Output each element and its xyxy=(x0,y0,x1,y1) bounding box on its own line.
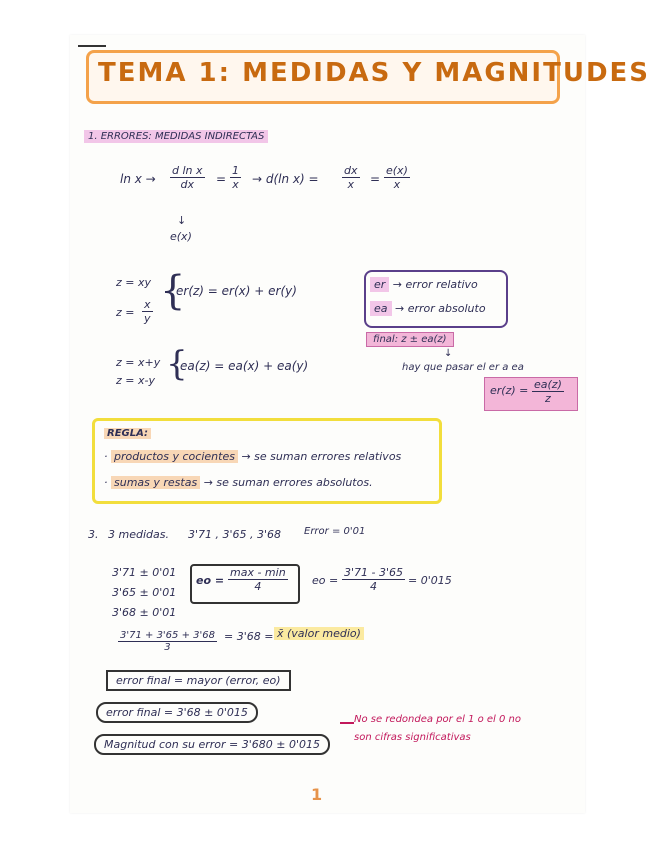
final-fraction xyxy=(532,378,564,405)
ea-symbol: ea xyxy=(370,301,392,316)
one-den: x xyxy=(232,178,239,191)
magnitude-result: Magnitud con su error = 3'680 ± 0'015 xyxy=(94,734,330,755)
abs-z1: z = x+y xyxy=(116,356,161,369)
final-error-rule: error final = mayor (error, eo) xyxy=(106,670,291,691)
final-num: ea(z) xyxy=(534,378,562,391)
ex-over-x xyxy=(384,164,410,191)
mean-highlight: x̄ (valor medio) xyxy=(274,627,364,640)
final-formula-left: er(z) = xyxy=(490,384,529,397)
one-over-x xyxy=(230,164,241,191)
eo-num: max - min xyxy=(230,566,286,579)
dlnx-den: dx xyxy=(180,178,194,191)
deriv-arrow: → d(ln x) = xyxy=(252,172,319,186)
rel-brace: { xyxy=(160,268,186,314)
final-label: final: z ± ea(z) xyxy=(366,332,454,347)
page-title: TEMA 1: MEDIDAS Y MAGNITUDES xyxy=(98,58,651,88)
rel-formula: er(z) = er(x) + er(y) xyxy=(176,284,297,298)
ex3-values: 3'71 , 3'65 , 3'68 xyxy=(188,528,282,541)
er-symbol: er xyxy=(370,277,389,292)
error-final-result: error final = 3'68 ± 0'015 xyxy=(96,702,258,723)
mean-fraction xyxy=(118,630,217,653)
ex3-error: Error = 0'01 xyxy=(304,526,366,537)
final-note: hay que pasar el er a ea xyxy=(402,362,524,373)
measure-1: 3'71 ± 0'01 xyxy=(112,566,177,579)
dx-num: dx xyxy=(344,164,358,177)
mean-den: 3 xyxy=(164,642,171,653)
one-num: 1 xyxy=(232,164,239,177)
ex-label: e(x) xyxy=(170,230,192,243)
measure-3: 3'68 ± 0'01 xyxy=(112,606,177,619)
deriv-left: ln x → xyxy=(120,172,156,186)
abs-brace: { xyxy=(166,344,188,384)
er-text: → error relativo xyxy=(392,278,478,291)
deriv-eq2: = xyxy=(370,172,381,186)
x-num: x xyxy=(144,298,151,311)
eo2-num: 3'71 - 3'65 xyxy=(344,566,404,579)
eo-den: 4 xyxy=(254,580,262,593)
ex-num: e(x) xyxy=(386,164,408,177)
section-heading: 1. ERRORES: MEDIDAS INDIRECTAS xyxy=(84,130,268,143)
mean-eq: = 3'68 = xyxy=(224,630,274,643)
dlnx-num: d ln x xyxy=(172,164,203,177)
mean-num: 3'71 + 3'65 + 3'68 xyxy=(120,630,215,641)
regla-item2-hl: sumas y restas xyxy=(111,476,200,489)
regla-item-1 xyxy=(104,450,401,463)
bullet-1: · xyxy=(104,450,108,463)
final-den: z xyxy=(545,392,551,405)
abs-z2: z = x-y xyxy=(116,374,155,387)
ea-text: → error absoluto xyxy=(395,302,486,315)
down-arrow: ↓ xyxy=(177,214,187,227)
y-den: y xyxy=(144,312,151,325)
ex3-intro: 3 medidas. xyxy=(108,528,169,541)
page-number: 1 xyxy=(311,785,323,804)
ex3-label: 3. xyxy=(88,528,99,541)
eo2-result: = 0'015 xyxy=(408,574,452,587)
rel-z2-left: z = xyxy=(116,306,135,319)
eo2-label: eo = xyxy=(312,574,339,587)
regla-item2-rest: → se suman errores absolutos. xyxy=(203,476,373,489)
abs-formula: ea(z) = ea(x) + ea(y) xyxy=(180,359,309,373)
eo2-den: 4 xyxy=(370,580,377,593)
dx-den: x xyxy=(347,178,354,191)
eo2-fraction xyxy=(342,566,405,593)
note-line-1: No se redondea por el 1 o el 0 no xyxy=(354,714,522,725)
eo-fraction xyxy=(228,566,288,593)
eo-label: eo = xyxy=(196,574,225,587)
x-over-y xyxy=(142,298,153,325)
regla-item1-hl: productos y cocientes xyxy=(111,450,238,463)
deriv-eq1: = xyxy=(216,172,227,186)
final-down-arrow: ↓ xyxy=(444,348,453,359)
dx-over-x xyxy=(342,164,360,191)
regla-title: REGLA: xyxy=(104,428,151,439)
legend-ea-row xyxy=(370,302,486,315)
rel-z1: z = xy xyxy=(116,276,152,289)
note-line-2: son cifras significativas xyxy=(354,732,471,743)
note-arrow xyxy=(340,722,354,724)
measure-2: 3'65 ± 0'01 xyxy=(112,586,177,599)
bullet-2: · xyxy=(104,476,108,489)
title-dash xyxy=(78,45,106,47)
regla-item-2 xyxy=(104,476,373,489)
ex-den: x xyxy=(393,178,401,191)
dlnx-fraction xyxy=(170,164,205,191)
legend-er-row xyxy=(370,278,478,291)
regla-item1-rest: → se suman errores relativos xyxy=(241,450,402,463)
